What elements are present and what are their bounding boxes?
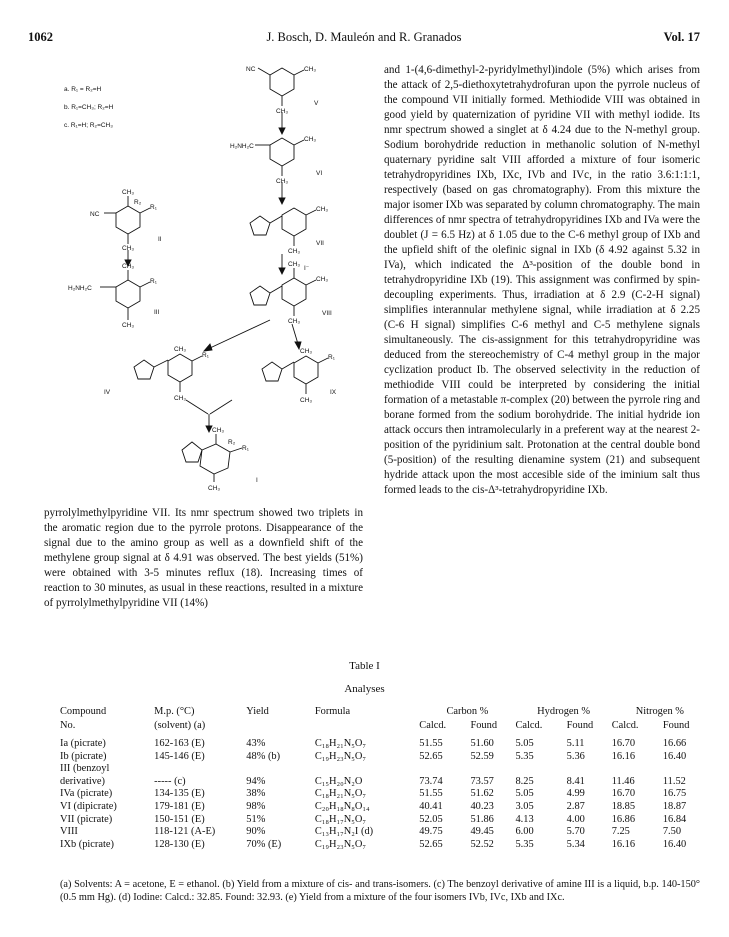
arrow-vii-viii (279, 268, 285, 274)
table-row (60, 738, 708, 751)
page-number: 1062 (28, 30, 53, 44)
table-cell-h-found: 5.11 (566, 738, 585, 749)
table-cell-n-found: 11.52 (662, 775, 686, 787)
table-cell-yield: 90% (246, 826, 266, 838)
table-cell-yield (246, 763, 315, 776)
table-cell-h-calcd: 3.05 (515, 800, 534, 812)
table-title: Table I (349, 660, 380, 672)
header-compound: Compound (60, 706, 107, 717)
ch3-ix-top: CH₃ (300, 348, 313, 355)
table-cell-formula: C₁₅H₂₀N₂O (314, 775, 363, 787)
table-row (60, 801, 708, 814)
table-cell-n-calcd: 16.16 (611, 838, 636, 850)
table-cell-n-found: 16.66 (662, 738, 687, 749)
pyrrole-vii (250, 216, 270, 235)
ring-viii (282, 278, 306, 306)
arrow-vi-vii (279, 198, 285, 204)
r2-ii: R₂ (134, 199, 142, 206)
table-row (60, 763, 708, 776)
volume-label: Vol. 17 (663, 30, 700, 44)
left-paragraph: pyrrolylmethylpyridine VII. Its nmr spectrum showed two triplets in the aromatic region due to the pyrrole protons. Disappearance of the signal due to the amino group as well as a downfield shift of the methylene group signal at δ 4.91 was observed. The best yields (51%) were obtained with 3-5 minutes reflux (18). Increasing times of reaction to 30 minutes, as usual in these reactions, resulted in a mixture of pyrrolylmethylpyridine VII (14%) (44, 507, 363, 609)
table-cell-c-calcd: 52.65 (419, 750, 443, 762)
ch3-viii-right: CH₃ (316, 276, 329, 283)
table-cell-h-found (567, 763, 612, 776)
left-column-text (44, 506, 363, 611)
label-v: V (314, 100, 319, 107)
table-cell-name: VI (dipicrate) (60, 800, 117, 812)
table-cell-mp: 179-181 (E) (154, 800, 205, 812)
header-hydrogen-found: Found (566, 720, 594, 731)
table-cell-mp: 128-130 (E) (154, 838, 205, 850)
header-hydrogen-calcd: Calcd. (515, 720, 543, 731)
ch3-ix-bottom: CH₃ (300, 397, 313, 404)
table-cell-c-found (470, 763, 515, 776)
table-cell-c-calcd: 51.55 (419, 788, 443, 800)
table-cell-formula: C₂₀H₁₈N₈O₁₄ (314, 800, 370, 812)
r1-iii: R₁ (150, 278, 157, 285)
table-cell-name: IXb (picrate) (60, 838, 114, 850)
table-cell-formula: C₁₉H₂₃N₅O₇ (314, 750, 367, 762)
ring-vii (282, 208, 306, 236)
table-cell-c-found: 52.52 (470, 838, 494, 850)
table-cell-yield: 94% (246, 775, 266, 787)
table-cell-yield: 48% (b) (246, 750, 281, 762)
table-cell-n-calcd: 16.16 (611, 750, 636, 762)
table-cell-name: III (benzoyl (60, 763, 110, 775)
table-row (60, 839, 708, 852)
table-cell-yield: 51% (246, 813, 266, 825)
table-cell-h-calcd: 5.05 (515, 788, 534, 800)
header-nitrogen-calcd: Calcd. (611, 720, 639, 731)
h2nh2c-iii: H₂NH₂C (68, 285, 92, 292)
legend-b: b. R₁=CH₃; R₂=H (64, 104, 114, 111)
table-cell-yield: 70% (E) (246, 838, 282, 850)
table-cell-formula: C₁₈H₂₁N₅O₇ (314, 738, 367, 749)
table-cell-c-calcd: 52.05 (419, 813, 443, 825)
ch3-iii-top: CH₃ (122, 263, 135, 270)
table-cell-c-found: 51.62 (470, 788, 494, 800)
table-cell-c-found: 73.57 (470, 775, 494, 787)
ch3-vi-bottom: CH₃ (276, 178, 289, 185)
table-cell-n-found (663, 763, 708, 776)
table-cell-c-found: 52.59 (470, 750, 494, 762)
reaction-scheme-svg (60, 58, 380, 496)
header-solvent: (solvent) (a) (154, 720, 206, 731)
table-cell-n-found: 16.75 (662, 788, 687, 800)
table-cell-h-calcd: 5.05 (515, 738, 534, 749)
label-iv: IV (104, 389, 111, 396)
ring-vi (270, 138, 294, 166)
ch3-vii-bottom: CH₃ (288, 248, 301, 255)
table-cell-yield: 98% (246, 800, 266, 812)
table-cell-c-found: 49.45 (470, 826, 494, 838)
table-cell-name: Ia (picrate) (60, 738, 106, 749)
table-cell-c-found: 51.86 (470, 813, 494, 825)
table-cell-formula: C₁₉H₂₃N₅O₇ (314, 838, 367, 850)
table-cell-h-found: 5.36 (566, 750, 585, 762)
table-cell-formula: C₁₈H₁₇N₅O₇ (314, 813, 367, 825)
table-cell-c-calcd: 40.41 (419, 800, 443, 812)
table-cell-name: derivative) (60, 775, 106, 787)
table-row (60, 751, 708, 764)
table-cell-h-calcd: 5.35 (515, 750, 534, 762)
nc-ii: NC (90, 211, 100, 218)
table-cell-h-found: 8.41 (566, 775, 585, 787)
ring-i (200, 444, 230, 474)
table-row (60, 788, 708, 801)
header-yield: Yield (246, 706, 269, 717)
table-cell-name: IVa (picrate) (60, 788, 113, 800)
header-mp: M.p. (°C) (154, 706, 195, 717)
table-cell-h-found: 5.70 (566, 826, 585, 838)
table-cell-h-found: 2.87 (566, 800, 585, 812)
table-cell-c-calcd (419, 763, 470, 776)
table-cell-h-calcd: 6.00 (515, 826, 534, 838)
label-ix: IX (330, 389, 337, 396)
table-cell-n-calcd: 11.46 (611, 775, 635, 787)
page-header (28, 30, 700, 48)
right-column-text (384, 63, 700, 498)
r1-ii: R₁ (150, 204, 157, 211)
pyrrole-ix (262, 362, 282, 381)
analyses-table (60, 706, 708, 851)
r2-i: R₂ (228, 439, 236, 446)
right-paragraph: and 1-(4,6-dimethyl-2-pyridylmethyl)indole (5%) which arises from the attack of 2,5-diethoxytetrahydrofuran upon the pyrrole nucleus of the compound VII initially formed. Methiodide VIII was obtained in good yield by quaternization of pyridine VII with methyl iodide. Its nmr spectrum showed a singlet at δ 4.24 due to the N-methyl group. Sodium borohydride reduction in methanolic solution of N-methyl quaternary pyridine salt VIII afforded a mixture of four isomeric tetrahydropyridines IXb, IXc, IVb and IVc, in the ratio 3.6:1:1:1, respectively (based on gas chromatography). From this mixture the major isomer IXb was separated by column chromatography. The main differences of nmr spectra of tetrahydropyridines IXb and IVa were the doublet (J = 6.5 Hz) at δ 1.05 due to the C-6 methyl group of IXb and the upfield shift of the olefinic signal in IXb (δ 4.92 against 5.32 in IVa), which indicated the Δ³-position of the double bond in tetrahydropyridine IXb (19). This assignment was confirmed by spin-decoupling experiments. Thus, irradiation at δ 2.9 (C-2-H signal) simplifies interannular methylene signal, while irradiation at δ 2.25 (C-6 H signal) simplifies C-6 methyl and C-5 methylene signals simultaneously. The cis-assignment for this tetrahydropyridine was deduced from the stereochemistry of C-4 methyl group in the major cyclization product Ib. The observed selectivity in the reduction of methiodide VIII could be interpreted by considering the initial formation of a metastable π-complex (20) between the pyrrole ring and borane formed from the sodium borohydride. The initial hydride ion attack occurs then intramolecularly in a preferent way at the nearest 2-position of the pyridinium salt. Protonation at the central double bond (5-position) of the resulting dienamine system (21) and subsequent hydride attack upon the most accesible side of the iminium salt thus formed leads to the cis-Δ³-tetrahydropyridine IXb. (384, 64, 700, 496)
table-cell-h-found: 5.34 (566, 838, 585, 850)
table-row (60, 814, 708, 827)
table-cell-h-found: 4.00 (566, 813, 585, 825)
header-formula: Formula (314, 706, 351, 717)
ring-iv (168, 354, 192, 382)
table-cell-c-calcd: 49.75 (419, 826, 443, 838)
ring-ii (116, 206, 140, 234)
table-cell-mp: 134-135 (E) (154, 788, 205, 800)
table-cell-mp: ----- (c) (154, 775, 186, 787)
header-carbon: Carbon % (446, 706, 489, 717)
pyrrole-viii (250, 286, 270, 305)
ch3-ii-top: CH₃ (122, 189, 135, 196)
table-cell-n-found: 16.84 (662, 813, 687, 825)
table-cell-n-calcd: 7.25 (611, 826, 630, 838)
legend-c: c. R₁=H; R₂=CH₃ (64, 122, 113, 129)
table-cell-mp: 118-121 (A-E) (154, 826, 216, 838)
label-vii: VII (316, 240, 324, 247)
table-cell-h-calcd: 8.25 (515, 775, 534, 787)
table-cell-c-calcd: 51.55 (419, 738, 443, 749)
table-cell-formula: C₁₈H₂₁N₅O₇ (314, 788, 367, 800)
table-cell-c-calcd: 73.74 (419, 775, 443, 787)
pyrrole-i (182, 442, 202, 462)
arrow-v-vi (279, 128, 285, 134)
table-cell-n-calcd: 18.85 (611, 800, 636, 812)
table-cell-h-found: 4.99 (566, 788, 585, 800)
label-vi: VI (316, 170, 323, 177)
table-cell-formula: C₁₃H₁₇N₂I (d) (314, 826, 374, 838)
table-row (60, 776, 708, 789)
label-i: I (256, 477, 258, 484)
table-cell-n-found: 16.40 (662, 838, 687, 850)
ch3-viii-top: CH₃ (288, 261, 301, 268)
table-cell-h-calcd: 5.35 (515, 838, 534, 850)
ring-iii (116, 280, 140, 308)
ch3-iv-top: CH₃ (174, 346, 187, 353)
header-carbon-found: Found (470, 720, 498, 731)
running-authors: J. Bosch, D. Mauleón and R. Granados (266, 30, 462, 44)
ch3-iv-bottom: CH₃ (174, 395, 187, 402)
r1-ix: R₁ (328, 354, 335, 361)
table-cell-mp (154, 763, 246, 776)
table-row (60, 826, 708, 839)
table-cell-yield: 38% (246, 788, 266, 800)
table-cell-n-found: 7.50 (662, 826, 682, 838)
table-cell-yield: 43% (246, 738, 266, 749)
table-cell-c-found: 51.60 (470, 738, 494, 749)
ch3-vii-right: CH₃ (316, 206, 329, 213)
table-cell-c-found: 40.23 (470, 800, 494, 812)
table-cell-n-calcd: 16.70 (611, 788, 636, 800)
ch3-v-right: CH₃ (304, 66, 317, 73)
ch3-vi-right: CH₃ (304, 136, 317, 143)
ring-v (270, 68, 294, 96)
r1-iv: R₁ (202, 352, 209, 359)
ch3-iii-bottom: CH₃ (122, 322, 135, 329)
iodide-viii: I⁻ (304, 265, 310, 272)
arrow-viii-iv (204, 344, 212, 351)
table-cell-c-calcd: 52.65 (419, 838, 443, 850)
header-hydrogen: Hydrogen % (537, 706, 590, 717)
table-cell-n-found: 16.40 (662, 750, 687, 762)
legend-a: a. R₁ = R₂=H (64, 86, 102, 93)
table-cell-n-calcd: 16.86 (611, 813, 636, 825)
table-cell-mp: 150-151 (E) (154, 813, 205, 825)
h2nh2c-vi: H₂NH₂C (230, 143, 254, 150)
ch3-ii-bottom: CH₃ (122, 245, 135, 252)
label-iii: III (154, 309, 160, 316)
pyrrole-iv (134, 360, 154, 379)
table-cell-formula (315, 763, 419, 776)
ch3-i-bottom: CH₃ (208, 485, 221, 492)
label-ii: II (158, 236, 162, 243)
table-cell-n-calcd (612, 763, 663, 776)
table-cell-name: VII (picrate) (60, 813, 113, 825)
table-cell-n-found: 18.87 (662, 800, 687, 812)
table-cell-h-calcd: 4.13 (515, 813, 534, 825)
table-cell-name: VIII (60, 826, 78, 838)
header-carbon-calcd: Calcd. (419, 720, 447, 731)
ch3-v-bottom: CH₃ (276, 108, 289, 115)
table-body (60, 738, 708, 851)
table-cell-n-calcd: 16.70 (611, 738, 636, 749)
table-subtitle: Analyses (344, 683, 385, 695)
table-cell-h-calcd (515, 763, 566, 776)
nc-v: NC (246, 66, 256, 73)
header-nitrogen: Nitrogen % (635, 706, 684, 717)
ring-ix (294, 356, 318, 384)
header-no: No. (60, 720, 76, 731)
r1-i: R₁ (242, 445, 249, 452)
header-nitrogen-found: Found (662, 720, 690, 731)
reaction-scheme-figure (60, 58, 380, 496)
label-viii: VIII (322, 310, 332, 317)
ch3-i-top: CH₃ (212, 427, 225, 434)
ch3-viii-bottom: CH₃ (288, 318, 301, 325)
table-cell-mp: 145-146 (E) (154, 750, 205, 762)
table-cell-name: Ib (picrate) (60, 750, 107, 762)
table-footnote: (a) Solvents: A = acetone, E = ethanol. (b) Yield from a mixture of cis- and trans-isomers. (c) The benzoyl derivative of amine III is a liquid, b.p. 140-150° (0.5 mm Hg). (d) Iodine: Calcd.: 32.85. Found: 32.93. (e) Yield from a mixture of the four isomers IVb, IVc, IXb and IXc. (60, 879, 700, 903)
table-cell-mp: 162-163 (E) (154, 738, 205, 749)
